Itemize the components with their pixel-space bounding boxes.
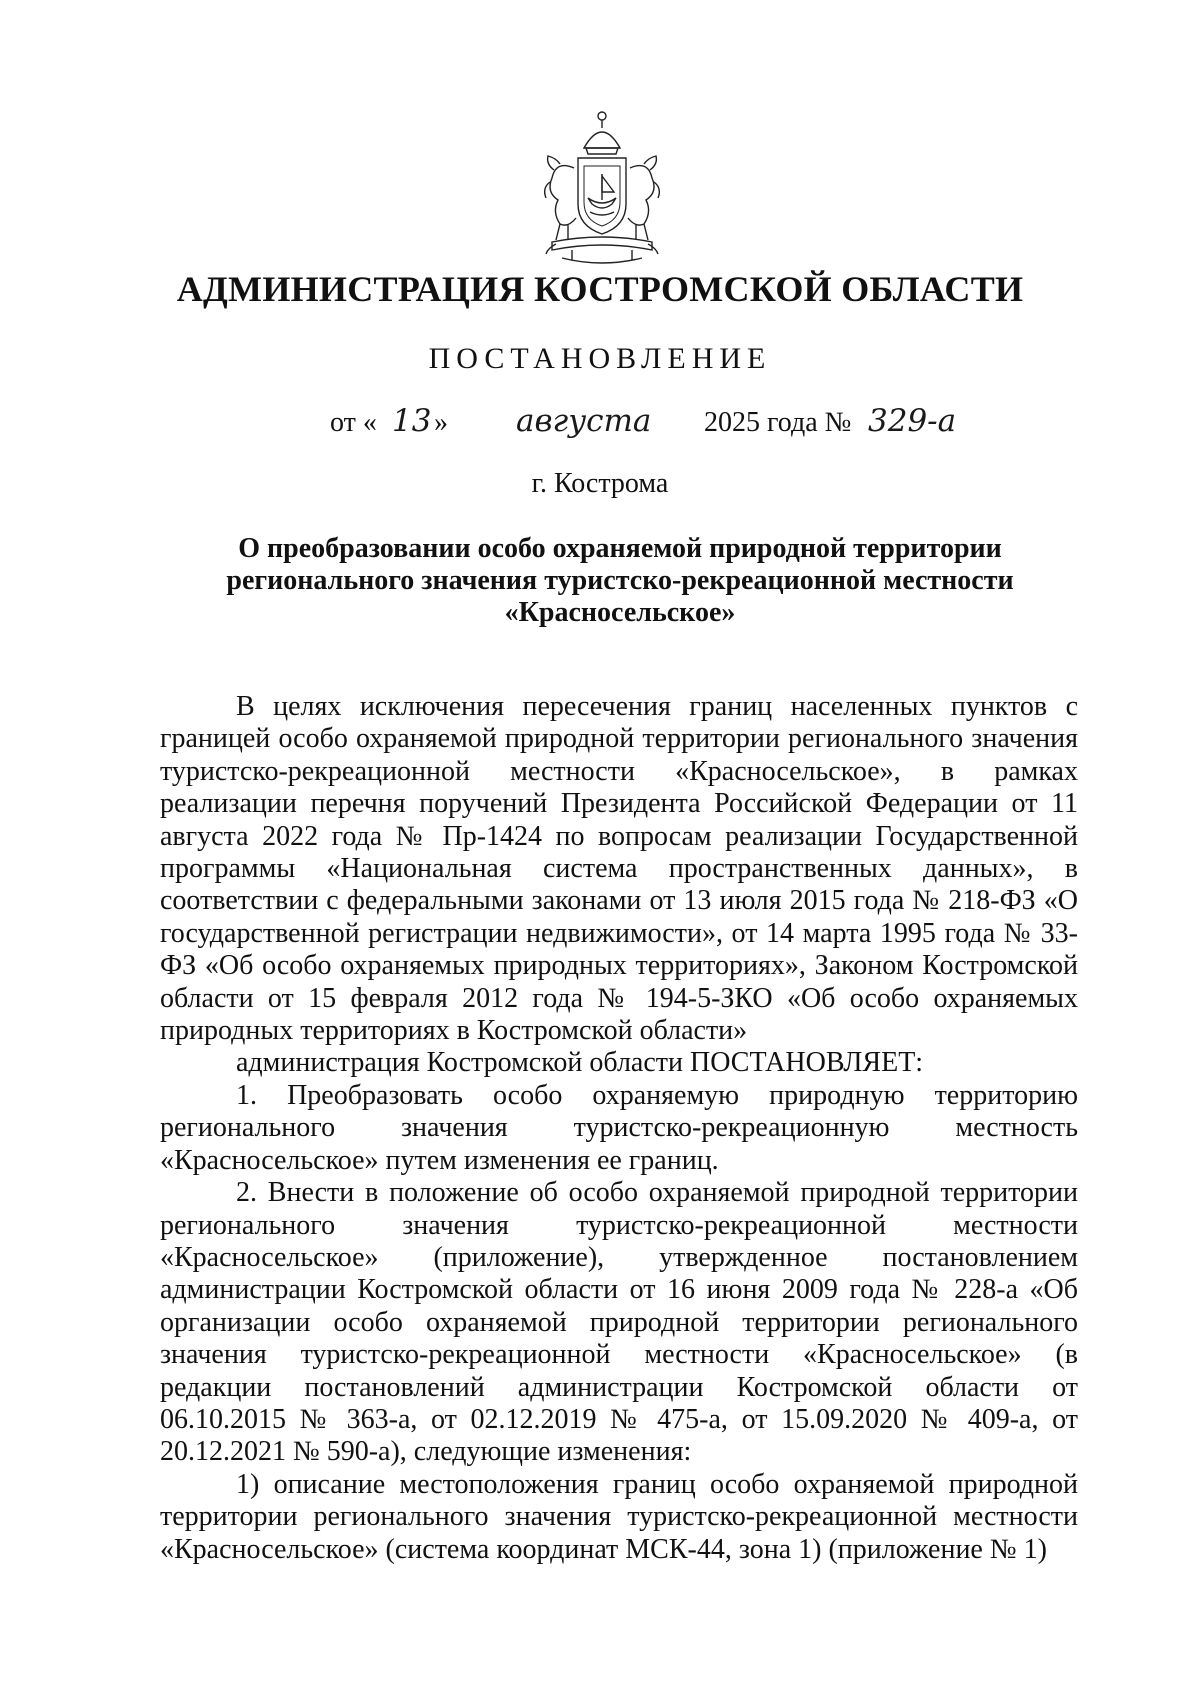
city: г. Кострома xyxy=(531,468,669,499)
decree-paragraph: администрация Костромской области ПОСТАНОВЛЯЕТ: xyxy=(236,1047,924,1079)
item-2-paragraph: 2. Внести в положение об особо охраняемой природной территории регионального значения туристско-рекреационной местности «Красносельское» (приложение), утвержденное постановлением администрации Костромской области от 16 июня 2009 года № 228-а «Об организации особо охраняемой природной территории регионального значения туристско-рекреационной местности «Красносельское» (в редакции постановлений администрации Костромской области от 06.10.2015 № 363-а, от 02.12.2019 № 475-а, от 15.09.2020 № 409-а, от 20.12.2021 № 590-а), следующие изменения: xyxy=(160,1177,1078,1468)
date-line xyxy=(330,403,1070,451)
coat-of-arms-icon xyxy=(532,108,672,268)
title-line-2: регионального значения туристско-рекреационной местности xyxy=(226,565,1014,596)
date-day: 13 xyxy=(392,403,432,439)
preamble-paragraph: В целях исключения пересечения границ населенных пунктов с границей особо охраняемой природной территории регионального значения туристско-рекреационной местности «Красносельское», в рамках реализации перечня поручений Президента Российской Федерации от 11 августа 2022 года № Пр-1424 по вопросам реализации Государственной программы «Национальная система пространственных данных», в соответствии с федеральными законами от 13 июля 2015 года № 218-ФЗ «О государственной регистрации недвижимости», от 14 марта 1995 года № 33-ФЗ «Об особо охраняемых природных территориях», Законом Костромской области от 15 февраля 2012 года № 194-5-ЗКО «Об особо охраняемых природных территориях в Костромской области» xyxy=(160,691,1078,1047)
item-1-paragraph: 1. Преобразовать особо охраняемую природную территорию регионального значения туристско-рекреационную местность «Красносельское» путем изменения ее границ. xyxy=(160,1079,1078,1176)
title-line-3: «Красносельское» xyxy=(504,597,736,628)
date-year: 2025 года № xyxy=(704,407,852,438)
document-number: 329-а xyxy=(868,403,957,439)
document-type: ПОСТАНОВЛЕНИЕ xyxy=(428,342,772,375)
date-prefix: от « xyxy=(330,407,377,438)
subitem-1-paragraph: 1) описание местоположения границ особо охраняемой природной территории регионального значения туристско-рекреационной местности «Красносельское» (система координат МСК-44, зона 1) (приложение № 1) xyxy=(160,1468,1078,1565)
date-day-close: » xyxy=(434,407,448,438)
title-line-1: О преобразовании особо охраняемой природной территории xyxy=(238,533,1002,564)
organization-name: АДМИНИСТРАЦИЯ КОСТРОМСКОЙ ОБЛАСТИ xyxy=(176,269,1024,309)
document-body xyxy=(160,691,1078,1566)
date-month: августа xyxy=(516,403,652,439)
document-title xyxy=(160,533,1080,629)
